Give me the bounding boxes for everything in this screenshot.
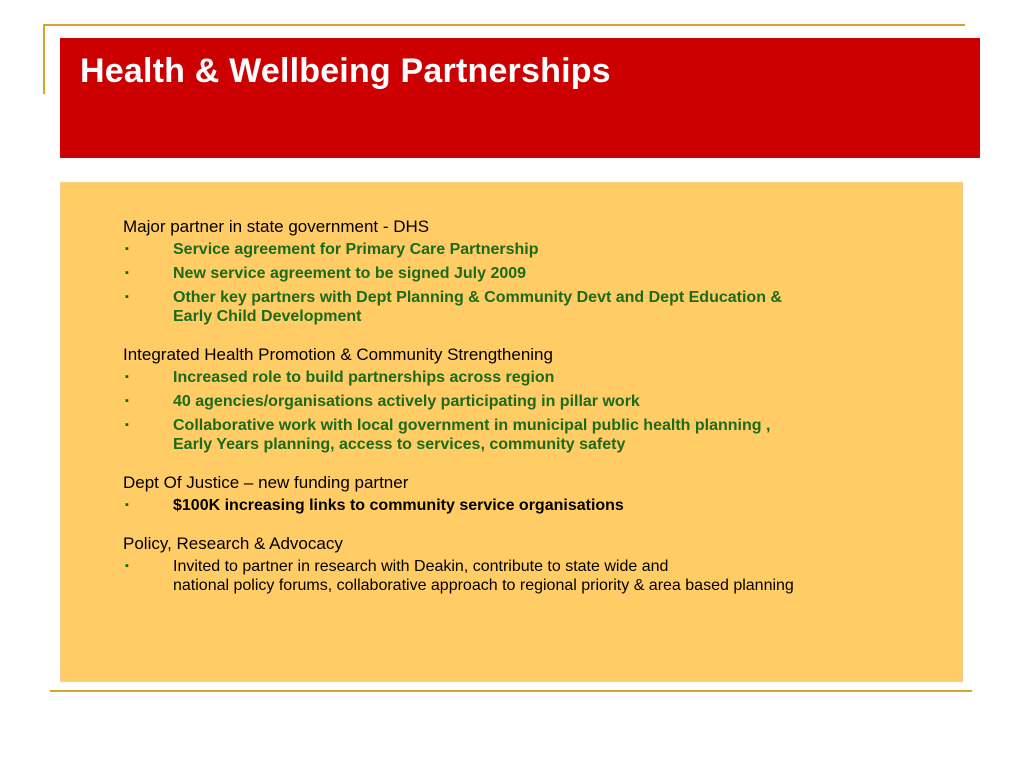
bullet-line: Early Years planning, access to services, community safety xyxy=(173,436,626,453)
bullet-text xyxy=(173,557,943,595)
square-bullet-icon: ▪ xyxy=(125,371,129,383)
bullet-line: Other key partners with Dept Planning & Community Devt and Dept Education & xyxy=(173,289,782,306)
section-dhs xyxy=(123,216,943,326)
bullet-list xyxy=(123,557,943,595)
square-bullet-icon: ▪ xyxy=(125,395,129,407)
slide-title: Health & Wellbeing Partnerships xyxy=(80,52,611,90)
list-item xyxy=(123,264,943,283)
bullet-list xyxy=(123,496,943,515)
bullet-text xyxy=(173,392,943,411)
square-bullet-icon: ▪ xyxy=(125,291,129,303)
list-item xyxy=(123,368,943,387)
bullet-text xyxy=(173,288,943,326)
bullet-text xyxy=(173,496,943,515)
bullet-line: Increased role to build partnerships across region xyxy=(173,369,555,386)
bullet-line: national policy forums, collaborative approach to regional priority & area based planning xyxy=(173,577,794,594)
list-item xyxy=(123,416,943,454)
square-bullet-icon: ▪ xyxy=(125,560,129,572)
list-item xyxy=(123,496,943,515)
list-item xyxy=(123,557,943,595)
section-policy xyxy=(123,533,943,595)
section-heading: Integrated Health Promotion & Community Strengthening xyxy=(123,345,553,364)
bullet-text xyxy=(173,416,943,454)
bullet-text xyxy=(173,368,943,387)
title-band xyxy=(60,38,980,158)
square-bullet-icon: ▪ xyxy=(125,243,129,255)
list-item xyxy=(123,392,943,411)
list-item xyxy=(123,240,943,259)
section-justice xyxy=(123,472,943,515)
list-item xyxy=(123,288,943,326)
content-box xyxy=(60,182,963,682)
bullet-list xyxy=(123,368,943,454)
section-heading: Dept Of Justice – new funding partner xyxy=(123,473,409,492)
frame-line-bottom xyxy=(50,690,972,692)
bullet-line: Early Child Development xyxy=(173,308,362,325)
bullet-text xyxy=(173,240,943,259)
bullet-line: 40 agencies/organisations actively participating in pillar work xyxy=(173,393,640,410)
square-bullet-icon: ▪ xyxy=(125,419,129,431)
bullet-list xyxy=(123,240,943,326)
section-heading: Policy, Research & Advocacy xyxy=(123,534,343,553)
square-bullet-icon: ▪ xyxy=(125,499,129,511)
bullet-line: Collaborative work with local government in municipal public health planning , xyxy=(173,417,771,434)
section-health-promotion xyxy=(123,344,943,454)
bullet-line: New service agreement to be signed July 2009 xyxy=(173,265,527,282)
bullet-line: Invited to partner in research with Deakin, contribute to state wide and xyxy=(173,558,669,575)
bullet-line: $100K increasing links to community service organisations xyxy=(173,497,624,514)
bullet-line: Service agreement for Primary Care Partnership xyxy=(173,241,539,258)
section-heading: Major partner in state government - DHS xyxy=(123,217,430,236)
frame-line-top xyxy=(43,24,965,26)
content-body xyxy=(123,216,943,613)
frame-line-left xyxy=(43,24,45,94)
square-bullet-icon: ▪ xyxy=(125,267,129,279)
bullet-text xyxy=(173,264,943,283)
